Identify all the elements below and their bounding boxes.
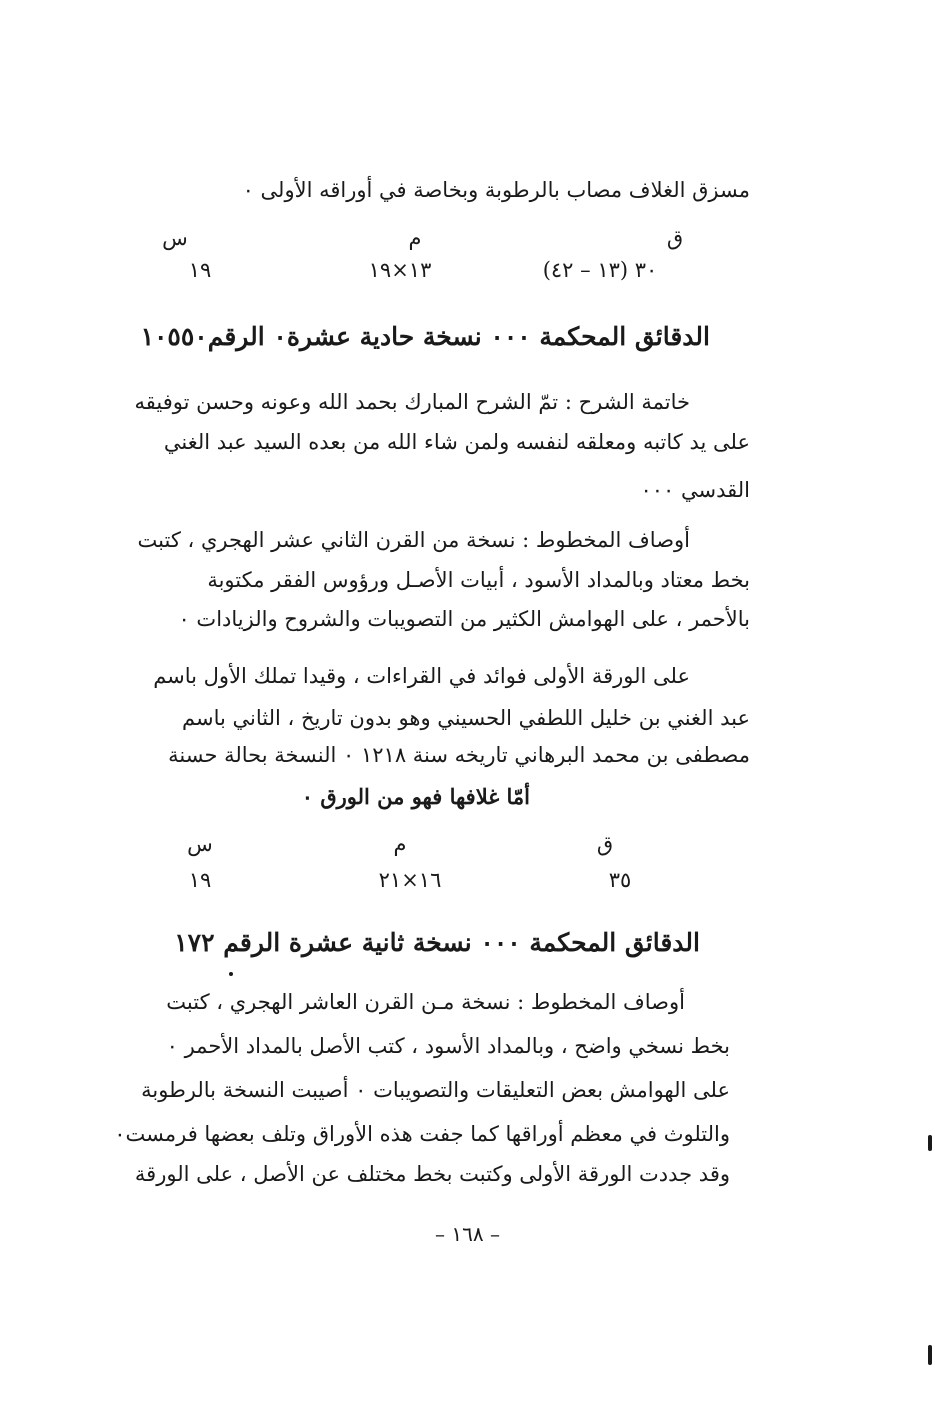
meta-value-q: ٣٠ (١٣ – ٤٢) [542, 258, 658, 282]
text-line: بالأحمر ، على الهوامش الكثير من التصويبات والشروح والزيادات ٠ [178, 607, 750, 631]
meta-value-q: ٣٥ [608, 868, 632, 892]
intro-line: مسزق الغلاف مصاب بالرطوبة وبخاصة في أوراقه الأولى ٠ [242, 178, 750, 202]
meta-values-row-1 [0, 258, 935, 288]
meta-label-m: م [393, 832, 407, 856]
text-line: أوصاف المخطوط : نسخة مـن القرن العاشر الهجري ، كتبت [166, 990, 685, 1014]
meta-label-s: س [187, 832, 213, 856]
section-heading-11: الدقائق المحكمة ٠٠٠ نسخة حادية عشرة٠ الرقم١٠٥٥٠ [140, 322, 710, 351]
meta-label-m: م [408, 226, 422, 250]
meta-value-s: ١٩ [188, 868, 212, 892]
meta-value-m: ١٦×٢١ [378, 868, 442, 892]
meta-labels-row-1 [0, 226, 935, 256]
meta-label-s: س [162, 226, 188, 250]
text-line: بخط نسخي واضح ، وبالمداد الأسود ، كتب الأصل بالمداد الأحمر ٠ [166, 1034, 730, 1058]
meta-values-row-2 [0, 868, 935, 898]
text-line: عبد الغني بن خليل اللطفي الحسيني وهو بدون تاريخ ، الثاني باسم [182, 706, 750, 730]
text-line: على يد كاتبه ومعلقه لنفسه ولمن شاء الله من بعده السيد عبد الغني [163, 430, 750, 454]
text-line: القدسي ٠٠٠ [640, 478, 750, 502]
ink-dot [229, 972, 233, 976]
text-line: على الهوامش بعض التعليقات والتصويبات ٠ أصيبت النسخة بالرطوبة [141, 1078, 730, 1102]
section-heading-12: الدقائق المحكمة ٠٠٠ نسخة ثانية عشرة الرقم ١٧٢ [174, 928, 700, 957]
scan-edge-mark [928, 1135, 932, 1151]
text-line: أمّا غلافها فهو من الورق ٠ [301, 784, 530, 809]
text-line: خاتمة الشرح : تمّ الشرح المبارك بحمد الله وعونه وحسن توفيقه [134, 390, 690, 414]
text-line: والتلوث في معظم أوراقها كما جفت هذه الأوراق وتلف بعضها فرمست٠ [114, 1122, 730, 1146]
text-line: على الورقة الأولى فوائد في القراءات ، وقيدا تملك الأول باسم [153, 664, 690, 688]
text-line: وقد جددت الورقة الأولى وكتبت بخط مختلف عن الأصل ، على الورقة [134, 1162, 730, 1186]
text-line: أوصاف المخطوط : نسخة من القرن الثاني عشر الهجري ، كتبت [137, 528, 690, 552]
meta-label-q: ق [666, 226, 684, 250]
text-line: بخط معتاد وبالمداد الأسود ، أبيات الأصـل ورؤوس الفقر مكتوبة [207, 568, 750, 592]
meta-labels-row-2 [0, 832, 935, 862]
scan-edge-mark [928, 1345, 932, 1365]
meta-value-m: ١٣×١٩ [368, 258, 432, 282]
meta-label-q: ق [596, 832, 614, 856]
page-number: – ١٦٨ – [435, 1222, 500, 1246]
text-line: مصطفى بن محمد البرهاني تاريخه سنة ١٢١٨ ٠ النسخة بحالة حسنة [168, 743, 750, 767]
meta-value-s: ١٩ [188, 258, 212, 282]
